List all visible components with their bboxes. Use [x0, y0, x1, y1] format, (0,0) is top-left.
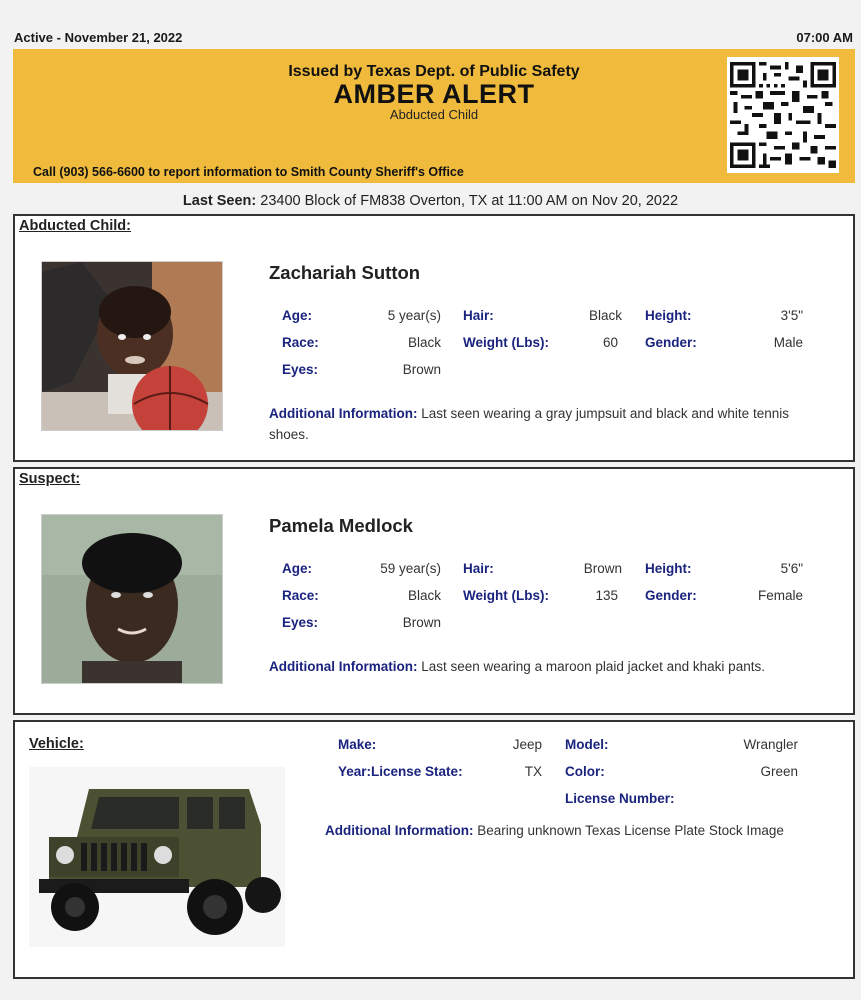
- child-eyes: Brown: [402, 362, 441, 377]
- section-label-vehicle: Vehicle:: [29, 736, 84, 752]
- last-seen-text: 23400 Block of FM838 Overton, TX at 11:00 AM on Nov 20, 2022: [260, 193, 679, 209]
- section-label-suspect: Suspect:: [19, 471, 81, 487]
- alert-status: Active - November 21, 2022: [14, 30, 183, 45]
- child-addl-text: Last seen wearing a gray jumpsuit and black and white tennis shoes.: [269, 406, 789, 442]
- child-gender-label: Gender:: [645, 335, 697, 350]
- child-weight-label: Weight (Lbs):: [463, 335, 549, 350]
- child-race: Black: [407, 335, 441, 350]
- call-to-report: Call (903) 566-6600 to report information to Smith County Sheriff's Office: [33, 165, 464, 179]
- issued-by: Issued by Texas Dept. of Public Safety: [288, 63, 580, 80]
- qr-code-icon[interactable]: [727, 57, 839, 173]
- vehicle-color: Green: [760, 764, 798, 779]
- child-addl-label: Additional Information:: [269, 406, 418, 421]
- suspect-eyes-label: Eyes:: [282, 615, 319, 630]
- child-gender: Male: [773, 335, 803, 350]
- child-height: 3'5": [780, 308, 803, 323]
- amber-alert-banner: [13, 49, 855, 183]
- alert-title: AMBER ALERT: [333, 79, 535, 109]
- suspect-height: 5'6": [780, 561, 803, 576]
- vehicle-photo: [29, 767, 285, 947]
- vehicle-year-state-label: Year:License State:: [338, 764, 463, 779]
- vehicle-model: Wrangler: [743, 737, 798, 752]
- suspect-panel: [13, 467, 855, 715]
- alert-time: 07:00 AM: [796, 30, 853, 45]
- vehicle-additional-info: [325, 820, 815, 841]
- vehicle-color-label: Color:: [565, 764, 605, 779]
- abducted-child-panel: [13, 214, 855, 462]
- child-height-label: Height:: [645, 308, 692, 323]
- suspect-photo: [41, 514, 223, 684]
- vehicle-addl-label: Additional Information:: [325, 823, 474, 838]
- suspect-name: Pamela Medlock: [269, 515, 413, 536]
- suspect-race-label: Race:: [282, 588, 319, 603]
- child-race-label: Race:: [282, 335, 319, 350]
- child-age: 5 year(s): [387, 308, 441, 323]
- suspect-addl-label: Additional Information:: [269, 659, 418, 674]
- child-hair-label: Hair:: [463, 308, 494, 323]
- child-photo: [41, 261, 223, 431]
- alert-status-bar: [14, 30, 853, 48]
- jeep-image: [29, 767, 285, 947]
- suspect-gender: Female: [757, 588, 803, 603]
- suspect-age: 59 year(s): [380, 561, 441, 576]
- last-seen-label: Last Seen:: [182, 193, 257, 209]
- vehicle-year-state: TX: [524, 764, 542, 779]
- child-photo-image: [42, 262, 223, 431]
- vehicle-panel: [13, 720, 855, 979]
- child-weight: 60: [602, 335, 618, 350]
- vehicle-make: Jeep: [512, 737, 542, 752]
- child-additional-info: [269, 403, 829, 445]
- vehicle-make-label: Make:: [338, 737, 377, 752]
- suspect-gender-label: Gender:: [645, 588, 697, 603]
- alert-subtitle: Abducted Child: [389, 107, 479, 122]
- suspect-weight-label: Weight (Lbs):: [463, 588, 549, 603]
- suspect-height-label: Height:: [645, 561, 692, 576]
- child-age-label: Age:: [282, 308, 312, 323]
- vehicle-license-label: License Number:: [565, 791, 675, 806]
- child-eyes-label: Eyes:: [282, 362, 319, 377]
- suspect-age-label: Age:: [282, 561, 312, 576]
- suspect-weight: 135: [595, 588, 618, 603]
- suspect-hair-label: Hair:: [463, 561, 494, 576]
- vehicle-model-label: Model:: [565, 737, 609, 752]
- suspect-additional-info: [269, 656, 789, 677]
- suspect-race: Black: [407, 588, 441, 603]
- section-label-child: Abducted Child:: [19, 218, 131, 234]
- suspect-photo-image: [42, 515, 223, 684]
- suspect-eyes: Brown: [402, 615, 441, 630]
- suspect-addl-text: Last seen wearing a maroon plaid jacket and khaki pants.: [421, 659, 765, 674]
- suspect-hair: Brown: [583, 561, 622, 576]
- vehicle-addl-text: Bearing unknown Texas License Plate Stock Image: [477, 823, 784, 838]
- child-hair: Black: [588, 308, 622, 323]
- last-seen-line: [0, 193, 861, 209]
- child-name: Zachariah Sutton: [269, 262, 421, 283]
